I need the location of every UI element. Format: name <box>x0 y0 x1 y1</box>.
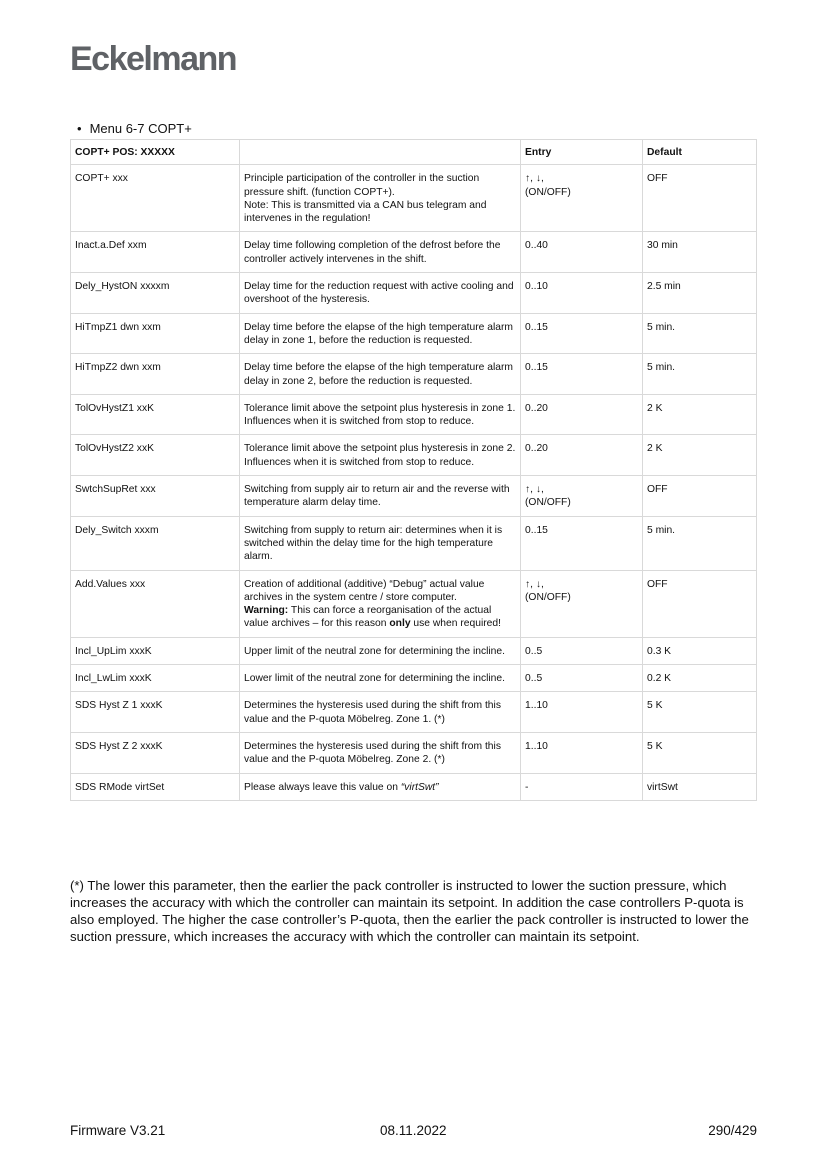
param-description <box>240 273 521 314</box>
param-entry <box>521 665 643 692</box>
header-description <box>240 140 521 165</box>
param-entry <box>521 165 643 232</box>
warning-text-end: use when required! <box>410 618 501 630</box>
table-header-row <box>71 140 757 165</box>
param-default: 5 min. <box>643 313 757 354</box>
entry-line: (ON/OFF) <box>525 186 571 198</box>
param-description <box>240 354 521 395</box>
param-entry <box>521 637 643 664</box>
description-line: Tolerance limit above the setpoint plus hysteresis in zone 2. Influences when it is switched from stop to reduce. <box>244 443 516 468</box>
description-line: Tolerance limit above the setpoint plus hysteresis in zone 1. Influences when it is switched from stop to reduce. <box>244 402 516 428</box>
table-row <box>71 570 757 637</box>
description-line: Determines the hysteresis used during the shift from this value and the P-quota Möbelreg. Zone 2. (*) <box>244 740 501 766</box>
footer-firmware: Firmware V3.21 <box>70 1123 166 1138</box>
section-title: Menu 6-7 COPT+ <box>89 121 192 136</box>
param-entry <box>521 516 643 570</box>
footer-page: 290/429 <box>708 1123 757 1138</box>
param-default: 5 min. <box>643 516 757 570</box>
table-row <box>71 273 757 314</box>
param-entry <box>521 313 643 354</box>
param-entry <box>521 394 643 435</box>
header-param: COPT+ POS: XXXXX <box>71 140 240 165</box>
param-name: HiTmpZ2 dwn xxm <box>71 354 240 395</box>
entry-line: (ON/OFF) <box>525 591 571 603</box>
param-entry <box>521 773 643 800</box>
param-name: Incl_LwLim xxxK <box>71 665 240 692</box>
param-description <box>240 637 521 664</box>
description-line: Delay time before the elapse of the high temperature alarm delay in zone 1, before the reduction is requested. <box>244 321 514 346</box>
param-default: OFF <box>643 165 757 232</box>
company-logo: Eckelmann <box>70 40 237 78</box>
entry-line: 0..10 <box>525 281 548 293</box>
description-line: Delay time before the elapse of the high temperature alarm delay in zone 2, before the reduction is requested. <box>244 362 514 387</box>
param-default: 5 min. <box>643 354 757 395</box>
entry-line: ↑, ↓, <box>525 173 544 185</box>
param-name: Dely_HystON xxxxm <box>71 273 240 314</box>
param-default: OFF <box>643 570 757 637</box>
param-default: 30 min <box>643 232 757 273</box>
description-value: “virtSwt” <box>400 781 439 793</box>
footnote: (*) The lower this parameter, then the earlier the pack controller is instructed to lower the suction pressure, which increases the accuracy with which the controller can maintain its setpoint. In addition the case controllers P-quota is also employed. The higher the case controller’s P-quota, then the earlier the pack controller is instructed to lower the suction pressure, which increases the accuracy with which the controller can maintain its setpoint. <box>70 878 749 944</box>
param-entry <box>521 354 643 395</box>
param-default: 5 K <box>643 692 757 733</box>
table-row <box>71 435 757 476</box>
param-entry <box>521 273 643 314</box>
footer-date: 08.11.2022 <box>380 1123 447 1138</box>
param-description <box>240 313 521 354</box>
description-line: Switching from supply to return air: determines when it is switched within the delay time for the high temperature alarm. <box>244 524 503 563</box>
param-entry <box>521 435 643 476</box>
param-name: SDS Hyst Z 2 xxxK <box>71 732 240 773</box>
bullet: • <box>77 121 82 136</box>
table-row <box>71 165 757 232</box>
param-default: 2 K <box>643 394 757 435</box>
param-description <box>240 732 521 773</box>
warning-text: This can force a reorganisation of the actual value archives – for this reason <box>244 605 492 630</box>
description-line: Upper limit of the neutral zone for determining the incline. <box>244 645 505 657</box>
description-text: Please always leave this value on <box>244 781 401 793</box>
param-description <box>240 692 521 733</box>
param-entry <box>521 732 643 773</box>
table-row <box>71 354 757 395</box>
param-name: SDS RMode virtSet <box>71 773 240 800</box>
param-description <box>240 394 521 435</box>
table-row <box>71 692 757 733</box>
header-entry: Entry <box>521 140 643 165</box>
entry-line: ↑, ↓, <box>525 484 544 496</box>
param-name: COPT+ xxx <box>71 165 240 232</box>
entry-line: 0..20 <box>525 443 548 455</box>
table-row <box>71 232 757 273</box>
param-name: Add.Values xxx <box>71 570 240 637</box>
param-description <box>240 665 521 692</box>
param-default: 5 K <box>643 732 757 773</box>
emphasis-only: only <box>389 618 411 630</box>
entry-line: 0..15 <box>525 524 548 536</box>
entry-line: ↑, ↓, <box>525 578 544 590</box>
table-row <box>71 313 757 354</box>
param-entry <box>521 570 643 637</box>
entry-line: 0..5 <box>525 645 543 657</box>
param-entry <box>521 232 643 273</box>
param-name: Dely_Switch xxxm <box>71 516 240 570</box>
param-default: OFF <box>643 476 757 517</box>
table-row <box>71 476 757 517</box>
section-heading <box>77 121 192 136</box>
param-name: Incl_UpLim xxxK <box>71 637 240 664</box>
param-description <box>240 165 521 232</box>
param-default: 0.2 K <box>643 665 757 692</box>
table-row <box>71 665 757 692</box>
param-description <box>240 516 521 570</box>
table-row <box>71 394 757 435</box>
param-entry <box>521 692 643 733</box>
description-text: Creation of additional (additive) “Debug” actual value archives in the system centre / store computer. <box>244 578 485 603</box>
param-description <box>240 232 521 273</box>
description-line: Delay time for the reduction request with active cooling and overshoot of the hysteresis. <box>244 281 514 306</box>
description-line: Note: This is transmitted via a CAN bus telegram and intervenes in the regulation! <box>244 199 487 225</box>
table-row <box>71 637 757 664</box>
header-default: Default <box>643 140 757 165</box>
param-name: SDS Hyst Z 1 xxxK <box>71 692 240 733</box>
param-name: TolOvHystZ2 xxK <box>71 435 240 476</box>
param-description <box>240 435 521 476</box>
entry-line: (ON/OFF) <box>525 497 571 509</box>
description-line: Determines the hysteresis used during the shift from this value and the P-quota Möbelreg. Zone 1. (*) <box>244 700 501 725</box>
table-row <box>71 516 757 570</box>
entry-line: 0..20 <box>525 402 548 414</box>
param-name: HiTmpZ1 dwn xxm <box>71 313 240 354</box>
param-default: 2.5 min <box>643 273 757 314</box>
param-description <box>240 570 521 637</box>
table-row <box>71 732 757 773</box>
entry-line: 0..40 <box>525 240 548 252</box>
entry-line: - <box>525 781 529 793</box>
warning-label: Warning: <box>244 605 289 617</box>
param-default: virtSwt <box>643 773 757 800</box>
entry-line: 0..5 <box>525 673 543 685</box>
description-line: Lower limit of the neutral zone for determining the incline. <box>244 673 505 685</box>
param-default: 2 K <box>643 435 757 476</box>
parameter-table <box>70 139 757 801</box>
table-row <box>71 773 757 800</box>
param-description <box>240 476 521 517</box>
param-name: SwtchSupRet xxx <box>71 476 240 517</box>
entry-line: 0..15 <box>525 362 548 374</box>
entry-line: 1..10 <box>525 740 548 752</box>
description-line: Principle participation of the controller in the suction pressure shift. (function COPT+). <box>244 173 480 198</box>
entry-line: 1..10 <box>525 700 548 712</box>
param-description <box>240 773 521 800</box>
description-line: Switching from supply air to return air and the reverse with temperature alarm delay time. <box>244 484 510 509</box>
description-line: Delay time following completion of the defrost before the controller actively intervenes in the shift. <box>244 240 501 265</box>
param-name: TolOvHystZ1 xxK <box>71 394 240 435</box>
param-entry <box>521 476 643 517</box>
param-default: 0.3 K <box>643 637 757 664</box>
param-name: Inact.a.Def xxm <box>71 232 240 273</box>
entry-line: 0..15 <box>525 321 548 333</box>
